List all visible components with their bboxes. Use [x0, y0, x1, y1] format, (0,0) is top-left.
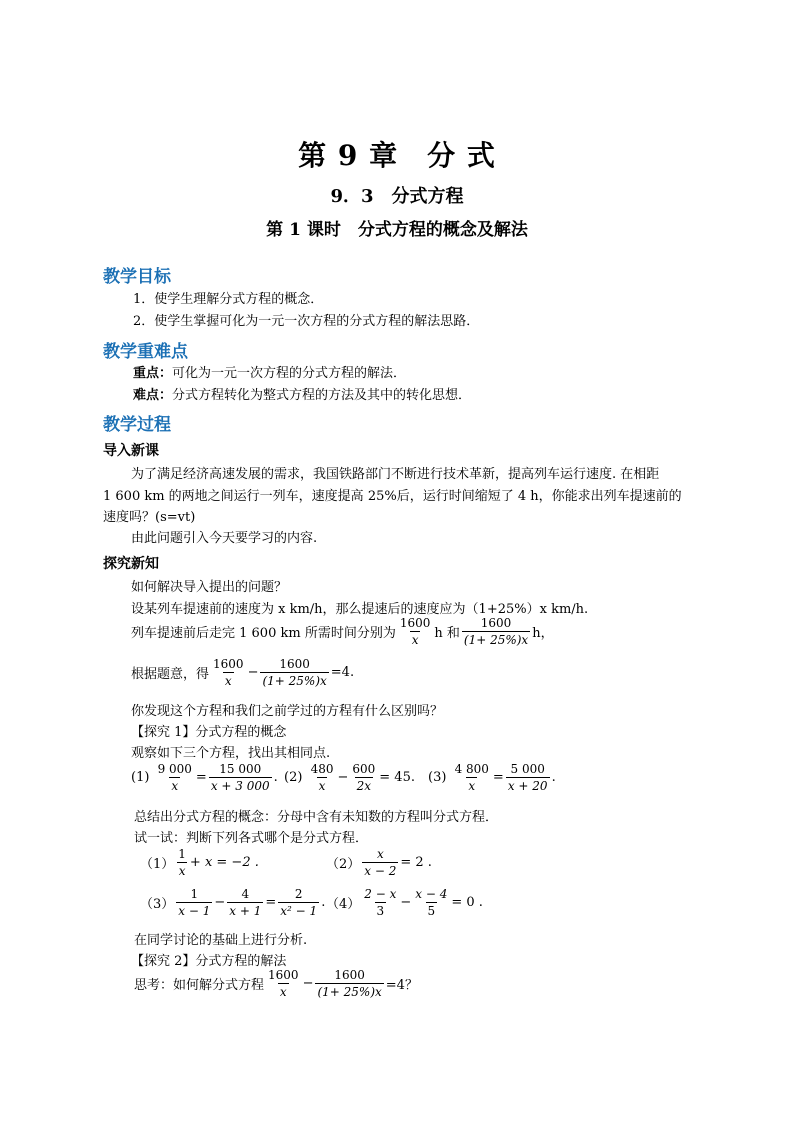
explore-line-4-pre: 根据题意，得 — [131, 667, 210, 682]
fraction — [309, 762, 336, 793]
sample-equation-1 — [131, 762, 278, 793]
think-end: =4？ — [385, 978, 418, 993]
period: . — [321, 895, 326, 910]
intro-line-1: 为了满足经济高速发展的需求，我国铁路部门不断进行技术革新，提高列车运行速度. 在相距 — [131, 467, 660, 482]
intro-line-4: 由此问题引入今天要学习的内容. — [131, 531, 318, 546]
sample-equation-2 — [284, 762, 415, 793]
denominator: x — [279, 985, 287, 999]
minus-sign: − — [247, 665, 259, 680]
equation-tail: + x = −2 . — [189, 855, 259, 870]
numerator: 1600 — [480, 616, 512, 630]
goal-item-1: 1．使学生理解分式方程的概念． — [133, 292, 324, 307]
intro-line-3: 速度吗？(s=vt) — [103, 510, 196, 525]
denominator: x + 20 — [507, 779, 548, 793]
minus-sign: − — [337, 770, 349, 785]
equation-tail: = 2 . — [400, 855, 432, 870]
explore-line-5: 你发现这个方程和我们之前学过的方程有什么区别吗？ — [131, 704, 444, 719]
fraction-1600-over-x — [398, 616, 433, 647]
minus-sign: − — [400, 895, 412, 910]
explore-line-3 — [131, 616, 554, 647]
goals-heading: 教学目标 — [103, 267, 171, 287]
numerator: x − 4 — [415, 887, 448, 901]
fraction — [453, 762, 491, 793]
numerator: 15 000 — [219, 762, 262, 776]
explore2-heading: 【探究 2】分式方程的解法 — [131, 954, 287, 969]
difficulty-label: 难点： — [133, 388, 173, 403]
denominator: x − 2 — [364, 864, 397, 878]
fraction — [227, 887, 263, 918]
fraction — [176, 887, 212, 918]
explore-line-1: 如何解决导入提出的问题？ — [131, 580, 288, 595]
numerator: 1600 — [399, 616, 431, 630]
denominator: x — [178, 864, 186, 878]
explore-line-3-end: h， — [532, 626, 554, 641]
equation-label: （2） — [326, 857, 361, 872]
numerator: 1 — [178, 847, 186, 861]
numerator: x — [376, 847, 384, 861]
numerator: 9 000 — [157, 762, 192, 776]
denominator: (1+ 25%)x — [262, 674, 327, 688]
numerator: 480 — [310, 762, 334, 776]
period: . — [551, 770, 556, 785]
explore1-heading: 【探究 1】分式方程的概念 — [131, 725, 287, 740]
summary-line: 总结出分式方程的概念：分母中含有未知数的方程叫分式方程． — [134, 810, 499, 825]
intro-line-2: 1 600 km 的两地之间运行一列车，速度提高 25%后，运行时间缩短了 4 h，你能求出列车提速前的 — [103, 489, 682, 504]
explore-line-3-pre: 列车提速前后走完 1 600 km 所需时间分别为 — [131, 626, 396, 641]
chapter-title: 第 9 章 分 式 — [298, 139, 496, 172]
difficulty-text: 分式方程转化为整式方程的方法及其中的转化思想． — [172, 388, 472, 403]
think-line — [134, 968, 418, 999]
fraction-1600-over-xplus — [462, 616, 530, 647]
equation-label: (3) — [428, 770, 447, 785]
denominator: x — [411, 633, 419, 647]
explore1-observe: 观察如下三个方程，找出其相同点. — [131, 746, 331, 761]
section-title: 9．3 分式方程 — [330, 186, 464, 207]
denominator: x − 1 — [178, 904, 211, 918]
denominator: 3 — [376, 904, 385, 918]
denominator: 5 — [427, 904, 436, 918]
key-label: 重点： — [133, 366, 173, 381]
period: . — [273, 770, 278, 785]
numerator: 4 800 — [454, 762, 489, 776]
minus-sign: − — [214, 895, 226, 910]
denominator: x — [318, 779, 326, 793]
equation-label: （1） — [140, 857, 175, 872]
fraction — [362, 887, 398, 918]
process-heading: 教学过程 — [103, 415, 171, 435]
denominator: 2x — [356, 779, 372, 793]
numerator: 4 — [241, 887, 250, 901]
fraction — [176, 847, 188, 878]
fraction — [413, 887, 449, 918]
fraction — [278, 887, 319, 918]
discuss-line: 在同学讨论的基础上进行分析. — [134, 933, 308, 948]
intro-heading: 导入新课 — [103, 443, 159, 459]
denominator: x² − 1 — [280, 904, 318, 918]
fraction — [362, 847, 398, 878]
explore-line-4 — [131, 657, 354, 688]
numerator: 5 000 — [510, 762, 545, 776]
fraction — [209, 762, 272, 793]
numerator: 2 — [294, 887, 303, 901]
numerator: 1 — [190, 887, 199, 901]
denominator: x — [468, 779, 476, 793]
numerator: 1600 — [334, 968, 365, 982]
sample-equation-3 — [428, 762, 556, 793]
numerator: 1600 — [213, 657, 244, 671]
denominator: x — [224, 674, 232, 688]
denominator: x + 1 — [229, 904, 262, 918]
numerator: 2 − x — [364, 887, 397, 901]
explore-line-4-end: =4. — [330, 665, 355, 680]
equation-label: （3） — [140, 897, 175, 912]
denominator: (1+ 25%)x — [463, 633, 529, 647]
try-line: 试一试：判断下列各式哪个是分式方程． — [134, 831, 369, 846]
denominator: x + 3 000 — [210, 779, 270, 793]
fraction — [156, 762, 194, 793]
key-point — [133, 362, 406, 381]
minus-sign: − — [302, 976, 314, 991]
think-pre: 思考：如何解分式方程 — [134, 978, 265, 993]
fraction-1600-over-xplus — [260, 657, 328, 688]
numerator: 1600 — [268, 968, 299, 982]
difficulty-point — [133, 384, 471, 403]
equals-sign: = — [195, 770, 207, 785]
equation-tail: = 45. — [379, 770, 415, 785]
explore-heading: 探究新知 — [103, 556, 159, 572]
equation-label: (1) — [131, 770, 150, 785]
fraction-1600-over-x — [211, 657, 246, 688]
fraction-1600-over-xplus — [315, 968, 383, 999]
explore-line-2: 设某列车提速前的速度为 x km/h，那么提速后的速度应为（1+25%）x km/h. — [131, 602, 589, 617]
fraction — [350, 762, 377, 793]
try-equation-1 — [140, 847, 259, 878]
numerator: 600 — [352, 762, 376, 776]
equation-tail: = 0 . — [451, 895, 483, 910]
equation-label: (2) — [284, 770, 303, 785]
keys-heading: 教学重难点 — [103, 342, 188, 362]
equals-sign: = — [265, 895, 277, 910]
try-equation-4 — [326, 887, 483, 918]
try-equation-3 — [140, 887, 325, 918]
denominator: x — [171, 779, 179, 793]
explore-line-3-mid: h 和 — [434, 626, 460, 641]
fraction — [506, 762, 550, 793]
equation-label: （4） — [326, 897, 361, 912]
key-text: 可化为一元一次方程的分式方程的解法． — [172, 366, 407, 381]
equals-sign: = — [492, 770, 504, 785]
fraction-1600-over-x — [266, 968, 301, 999]
try-equation-2 — [326, 847, 432, 878]
lesson-title: 第 1 课时 分式方程的概念及解法 — [266, 220, 528, 240]
goal-item-2: 2．使学生掌握可化为一元一次方程的分式方程的解法思路． — [133, 314, 480, 329]
denominator: (1+ 25%)x — [317, 985, 382, 999]
numerator: 1600 — [279, 657, 310, 671]
